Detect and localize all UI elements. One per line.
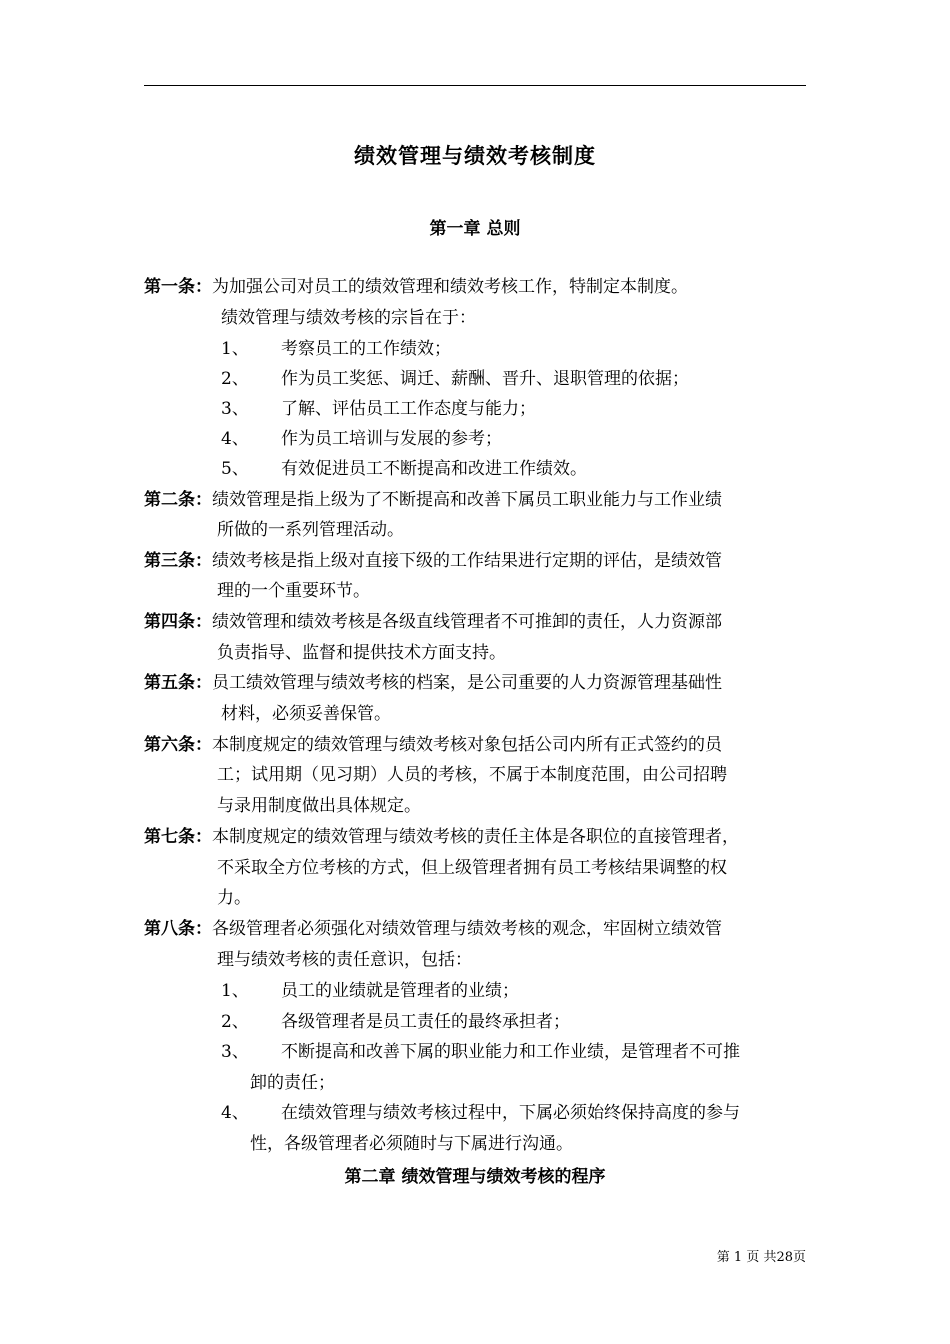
list-item-text: 考察员工的工作绩效； [281, 339, 451, 359]
article-3-line-2: 理的一个重要环节。 [217, 581, 370, 601]
article-label: 第八条： [144, 919, 212, 939]
article-label: 第五条： [144, 673, 212, 693]
article-3 [144, 549, 722, 573]
list-item-number: 2、 [221, 1012, 249, 1032]
article-label: 第一条： [144, 277, 212, 297]
list-item-number: 3、 [221, 399, 249, 419]
article-2 [144, 488, 722, 512]
list-item-number: 4、 [221, 429, 249, 449]
article-label: 第七条： [144, 827, 212, 847]
article-2-line-2: 所做的一系列管理活动。 [217, 520, 404, 540]
list-item-text: 有效促进员工不断提高和改进工作绩效。 [281, 459, 587, 479]
article-text: 绩效管理是指上级为了不断提高和改善下属员工职业能力与工作业绩 [212, 490, 722, 510]
article-label: 第二条： [144, 490, 212, 510]
article-5 [144, 671, 722, 695]
article-7-line-3: 力。 [217, 888, 251, 908]
list-item-text-continued: 卸的责任； [250, 1073, 335, 1093]
article-6-line-2: 工；试用期（见习期）人员的考核，不属于本制度范围，由公司招聘 [217, 765, 727, 785]
list-item-text-continued: 性，各级管理者必须随时与下属进行沟通。 [250, 1134, 573, 1154]
list-item-number: 1、 [221, 339, 249, 359]
article-text: 本制度规定的绩效管理与绩效考核的责任主体是各职位的直接管理者， [212, 827, 739, 847]
chapter-2-heading: 第二章 绩效管理与绩效考核的程序 [344, 1167, 606, 1187]
list-item-text: 了解、评估员工工作态度与能力； [281, 399, 536, 419]
header-rule [144, 85, 806, 86]
list-item-number: 5、 [221, 459, 249, 479]
list-item-number: 4、 [221, 1103, 249, 1123]
article-1 [144, 275, 688, 299]
chapter-1-heading: 第一章 总则 [429, 219, 521, 239]
list-item-number: 1、 [221, 981, 249, 1001]
article-4 [144, 610, 722, 634]
article-6-line-3: 与录用制度做出具体规定。 [217, 796, 421, 816]
article-text: 绩效管理和绩效考核是各级直线管理者不可推卸的责任，人力资源部 [212, 612, 722, 632]
page-footer: 第 1 页 共28页 [716, 1250, 806, 1265]
article-8 [144, 917, 722, 941]
article-7 [144, 825, 739, 849]
article-text: 为加强公司对员工的绩效管理和绩效考核工作，特制定本制度。 [212, 277, 688, 297]
article-6 [144, 733, 722, 757]
list-item-text: 作为员工奖惩、调迁、薪酬、晋升、退职管理的依据； [281, 369, 689, 389]
list-item-text: 不断提高和改善下属的职业能力和工作业绩，是管理者不可推 [281, 1042, 740, 1062]
list-item-number: 3、 [221, 1042, 249, 1062]
list-item-text: 作为员工培训与发展的参考； [281, 429, 502, 449]
list-item-number: 2、 [221, 369, 249, 389]
article-text: 本制度规定的绩效管理与绩效考核对象包括公司内所有正式签约的员 [212, 735, 722, 755]
article-text: 各级管理者必须强化对绩效管理与绩效考核的观念，牢固树立绩效管 [212, 919, 722, 939]
article-8-line-2: 理与绩效考核的责任意识，包括： [217, 950, 472, 970]
article-label: 第三条： [144, 551, 212, 571]
article-text: 绩效考核是指上级对直接下级的工作结果进行定期的评估，是绩效管 [212, 551, 722, 571]
article-1-line-2: 绩效管理与绩效考核的宗旨在于： [221, 308, 476, 328]
article-label: 第六条： [144, 735, 212, 755]
article-4-line-2: 负责指导、监督和提供技术方面支持。 [217, 643, 506, 663]
article-5-line-2: 材料，必须妥善保管。 [221, 704, 391, 724]
list-item-text: 在绩效管理与绩效考核过程中，下属必须始终保持高度的参与 [281, 1103, 740, 1123]
list-item-text: 各级管理者是员工责任的最终承担者； [281, 1012, 570, 1032]
list-item-text: 员工的业绩就是管理者的业绩； [281, 981, 519, 1001]
article-label: 第四条： [144, 612, 212, 632]
article-text: 员工绩效管理与绩效考核的档案，是公司重要的人力资源管理基础性 [212, 673, 722, 693]
article-7-line-2: 不采取全方位考核的方式，但上级管理者拥有员工考核结果调整的权 [217, 858, 727, 878]
document-title: 绩效管理与绩效考核制度 [354, 144, 596, 168]
